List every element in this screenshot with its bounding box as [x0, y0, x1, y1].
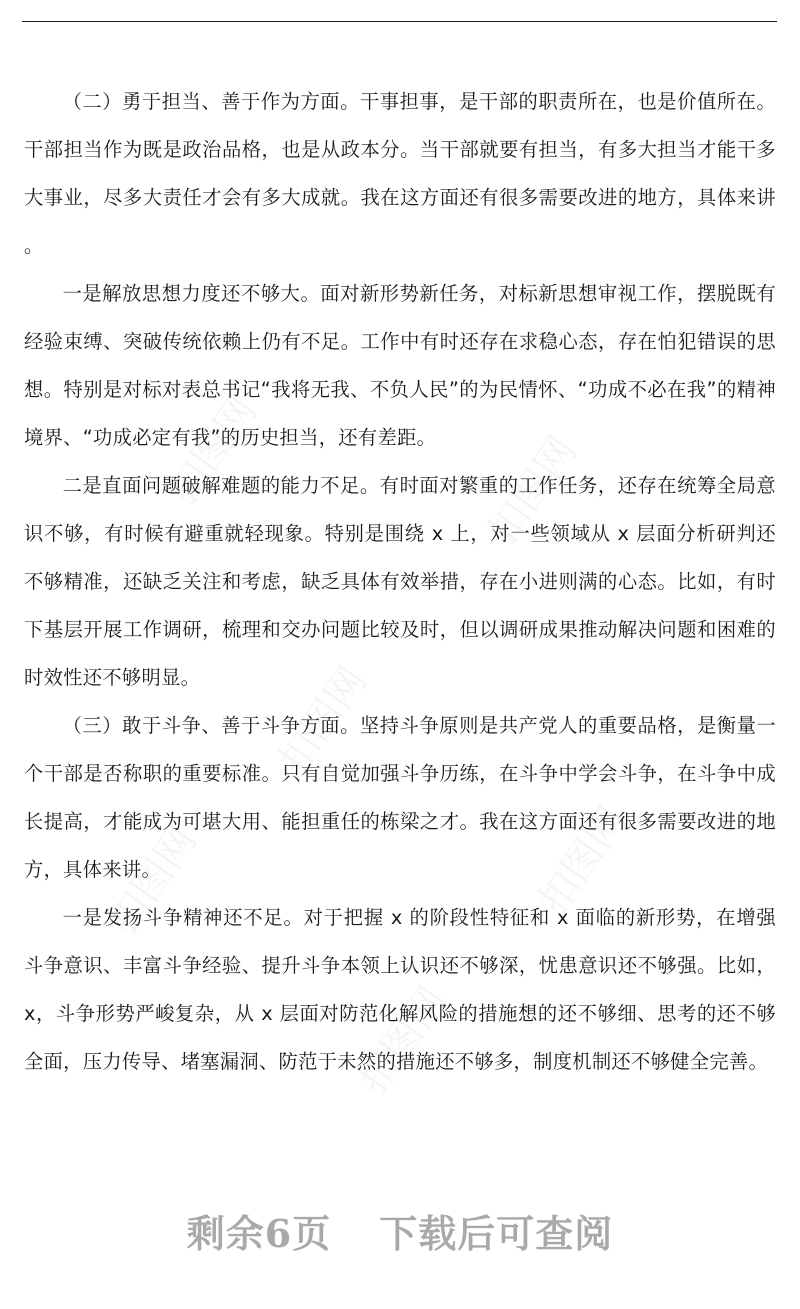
remaining-pages-label: 剩余6页 — [186, 1211, 332, 1256]
paragraph: （三）敢于斗争、善于斗争方面。坚持斗争原则是共产党人的重要品格，是衡量一个干部是否称职的重要标准。只有自觉加强斗争历练，在斗争中学会斗争，在斗争中成长提高，才能成为可堪大用、能担重任的栋梁之才。我在这方面还有很多需要改进的地方，具体来讲。 — [24, 714, 776, 881]
download-to-view-label: 下载后可查阅 — [379, 1211, 614, 1256]
paragraph: 一是解放思想力度还不够大。面对新形势新任务，对标新思想审视工作，摆脱既有经验束缚、突破传统依赖上仍有不足。工作中有时还存在求稳心态，存在怕犯错误的思想。特别是对标对表总书记“我将无我、不负人民”的为民情怀、“功成不必在我”的精神境界、“功成必定有我”的历史担当，还有差距。 — [24, 282, 776, 449]
download-prompt[interactable] — [0, 1203, 800, 1258]
paragraph: 二是直面问题破解难题的能力不足。有时面对繁重的工作任务，还存在统筹全局意识不够，有时候有避重就轻现象。特别是围绕 x 上，对一些领域从 x 层面分析研判还不够精准，还缺乏关注和考虑，缺乏具体有效举措，存在小进则满的心态。比如，有时下基层开展工作调研，梳理和交办问题比较及时，但以调研成果推动解决问题和困难的时效性还不够明显。 — [24, 474, 776, 689]
paragraph: 一是发扬斗争精神还不足。对于把握 x 的阶段性特征和 x 面临的新形势，在增强斗争意识、丰富斗争经验、提升斗争本领上认识还不够深，忧患意识还不够强。比如，x，斗争形势严峻复杂，从 x 层面对防范化解风险的措施想的还不够细、思考的还不够全面，压力传导、堵塞漏洞、防范于未然的措施还不够多，制度机制还不够健全完善。 — [24, 906, 776, 1073]
document-body — [24, 78, 776, 1086]
paragraph: （二）勇于担当、善于作为方面。干事担事，是干部的职责所在，也是价值所在。干部担当作为既是政治品格，也是从政本分。当干部就要有担当，有多大担当才能干多大事业，尽多大责任才会有多大成就。我在这方面还有很多需要改进的地方，具体来讲。 — [24, 90, 776, 257]
top-rule — [22, 21, 777, 22]
